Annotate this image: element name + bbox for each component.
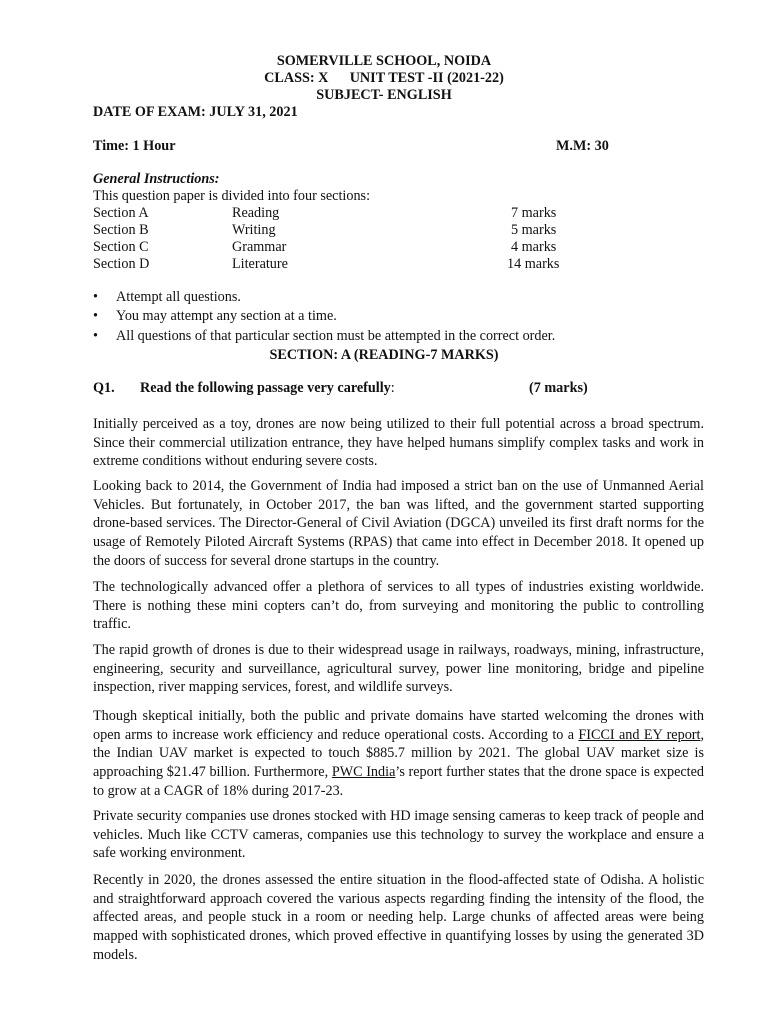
bullet-text: All questions of that particular section must be attempted in the correct order. (116, 328, 556, 344)
passage-paragraph-6: Private security companies use drones stocked with HD image sensing cameras to keep track of people and vehicles. Much like CCTV cameras, companies use this technology to survey the workplace and ensure a safe working environment. (93, 808, 704, 862)
bullet-icon: • (93, 289, 98, 305)
section-name: Grammar (232, 239, 287, 255)
section-name: Literature (232, 256, 288, 272)
section-name: Reading (232, 205, 280, 221)
max-marks: M.M: 30 (556, 138, 609, 154)
question-number: Q1. (93, 380, 115, 396)
instructions-title: General Instructions: (93, 171, 220, 187)
passage-paragraph-3: The technologically advanced offer a plethora of services to all types of industries existing worldwide. There is nothing these mini copters can’t do, from surveying and monitoring the public to controlling traffic. (93, 579, 704, 633)
section-label: Section A (93, 205, 149, 221)
section-name: Writing (232, 222, 276, 238)
section-row (93, 255, 693, 273)
section-marks: 14 marks (507, 256, 560, 272)
question-instruction: Read the following passage very carefully (140, 380, 391, 396)
passage-paragraph-7: Recently in 2020, the drones assessed the entire situation in the flood-affected state of Odisha. A holistic and straightforward approach covered the various aspects regarding finding the intensity of the flood, the affected areas, and people stuck in a room or needing help. Large chunks of affected areas were being mapped with sophisticated drones, which proved effective in quantifying losses by using the generated 3D models. (93, 872, 704, 963)
section-label: Section C (93, 239, 149, 255)
passage-text: ’s report further states that the drone space is expected to grow at a CAGR of 18% during 2017-23. (93, 764, 704, 799)
passage-text: , the Indian UAV market is expected to touch $885.7 million by 2021. The global UAV market size is approaching $21.47 billion. Furthermore, (93, 726, 705, 781)
passage-paragraph-5 (93, 707, 704, 801)
section-label: Section B (93, 222, 149, 238)
bullet-text: You may attempt any section at a time. (116, 308, 337, 324)
section-marks: 7 marks (511, 205, 557, 221)
passage-paragraph-4: The rapid growth of drones is due to their widespread usage in railways, roadways, mining, infrastructure, engineering, security and surveillance, agricultural survey, power line monitoring, bridge and pipeline inspection, river mapping services, forest, and wildlife surveys. (93, 642, 704, 696)
question-text (140, 379, 395, 397)
passage-paragraph-1: Initially perceived as a toy, drones are now being utilized to their full potential across a broad spectrum. Since their commercial utilization entrance, they have helped humans simplify complex tasks and work in extreme conditions without enduring severe costs. (93, 416, 704, 470)
exam-time: Time: 1 Hour (93, 138, 176, 154)
class-line: CLASS: X UNIT TEST -II (2021-22) (264, 70, 504, 86)
section-label: Section D (93, 256, 150, 272)
passage-paragraph-2: Looking back to 2014, the Government of India had imposed a strict ban on the use of Unmanned Aerial Vehicles. But fortunately, in October 2017, the ban was lifted, and the government started supporting drone-based services. The Director-General of Civil Aviation (DGCA) unveiled its first draft norms for the usage of Remotely Piloted Aircraft Systems (RPAS) that came into effect in December 2018. It opened up the doors of success for several drone startups in the country. (93, 478, 704, 569)
question-colon: : (390, 380, 395, 396)
question-marks: (7 marks) (529, 380, 588, 396)
bullet-text: Attempt all questions. (116, 289, 241, 305)
section-marks: 5 marks (511, 222, 557, 238)
section-row (93, 204, 693, 222)
exam-date: DATE OF EXAM: JULY 31, 2021 (93, 104, 298, 120)
pwc-india-link[interactable]: PWC India (331, 764, 396, 781)
school-name: SOMERVILLE SCHOOL, NOIDA (276, 53, 492, 69)
bullet-icon: • (93, 328, 98, 344)
subject-line: SUBJECT- ENGLISH (316, 87, 452, 103)
section-a-heading: SECTION: A (READING-7 MARKS) (269, 347, 499, 363)
bullet-icon: • (93, 308, 98, 324)
section-row (93, 221, 693, 239)
section-row (93, 238, 693, 256)
ficci-ey-report-link[interactable]: FICCI and EY report (578, 726, 701, 743)
instructions-intro: This question paper is divided into four sections: (93, 188, 371, 204)
passage-text: Though skeptical initially, both the public and private domains have started welcoming the drones with open arms to increase work efficiency and reduce operational costs. According to a (93, 708, 704, 743)
section-marks: 4 marks (511, 239, 557, 255)
